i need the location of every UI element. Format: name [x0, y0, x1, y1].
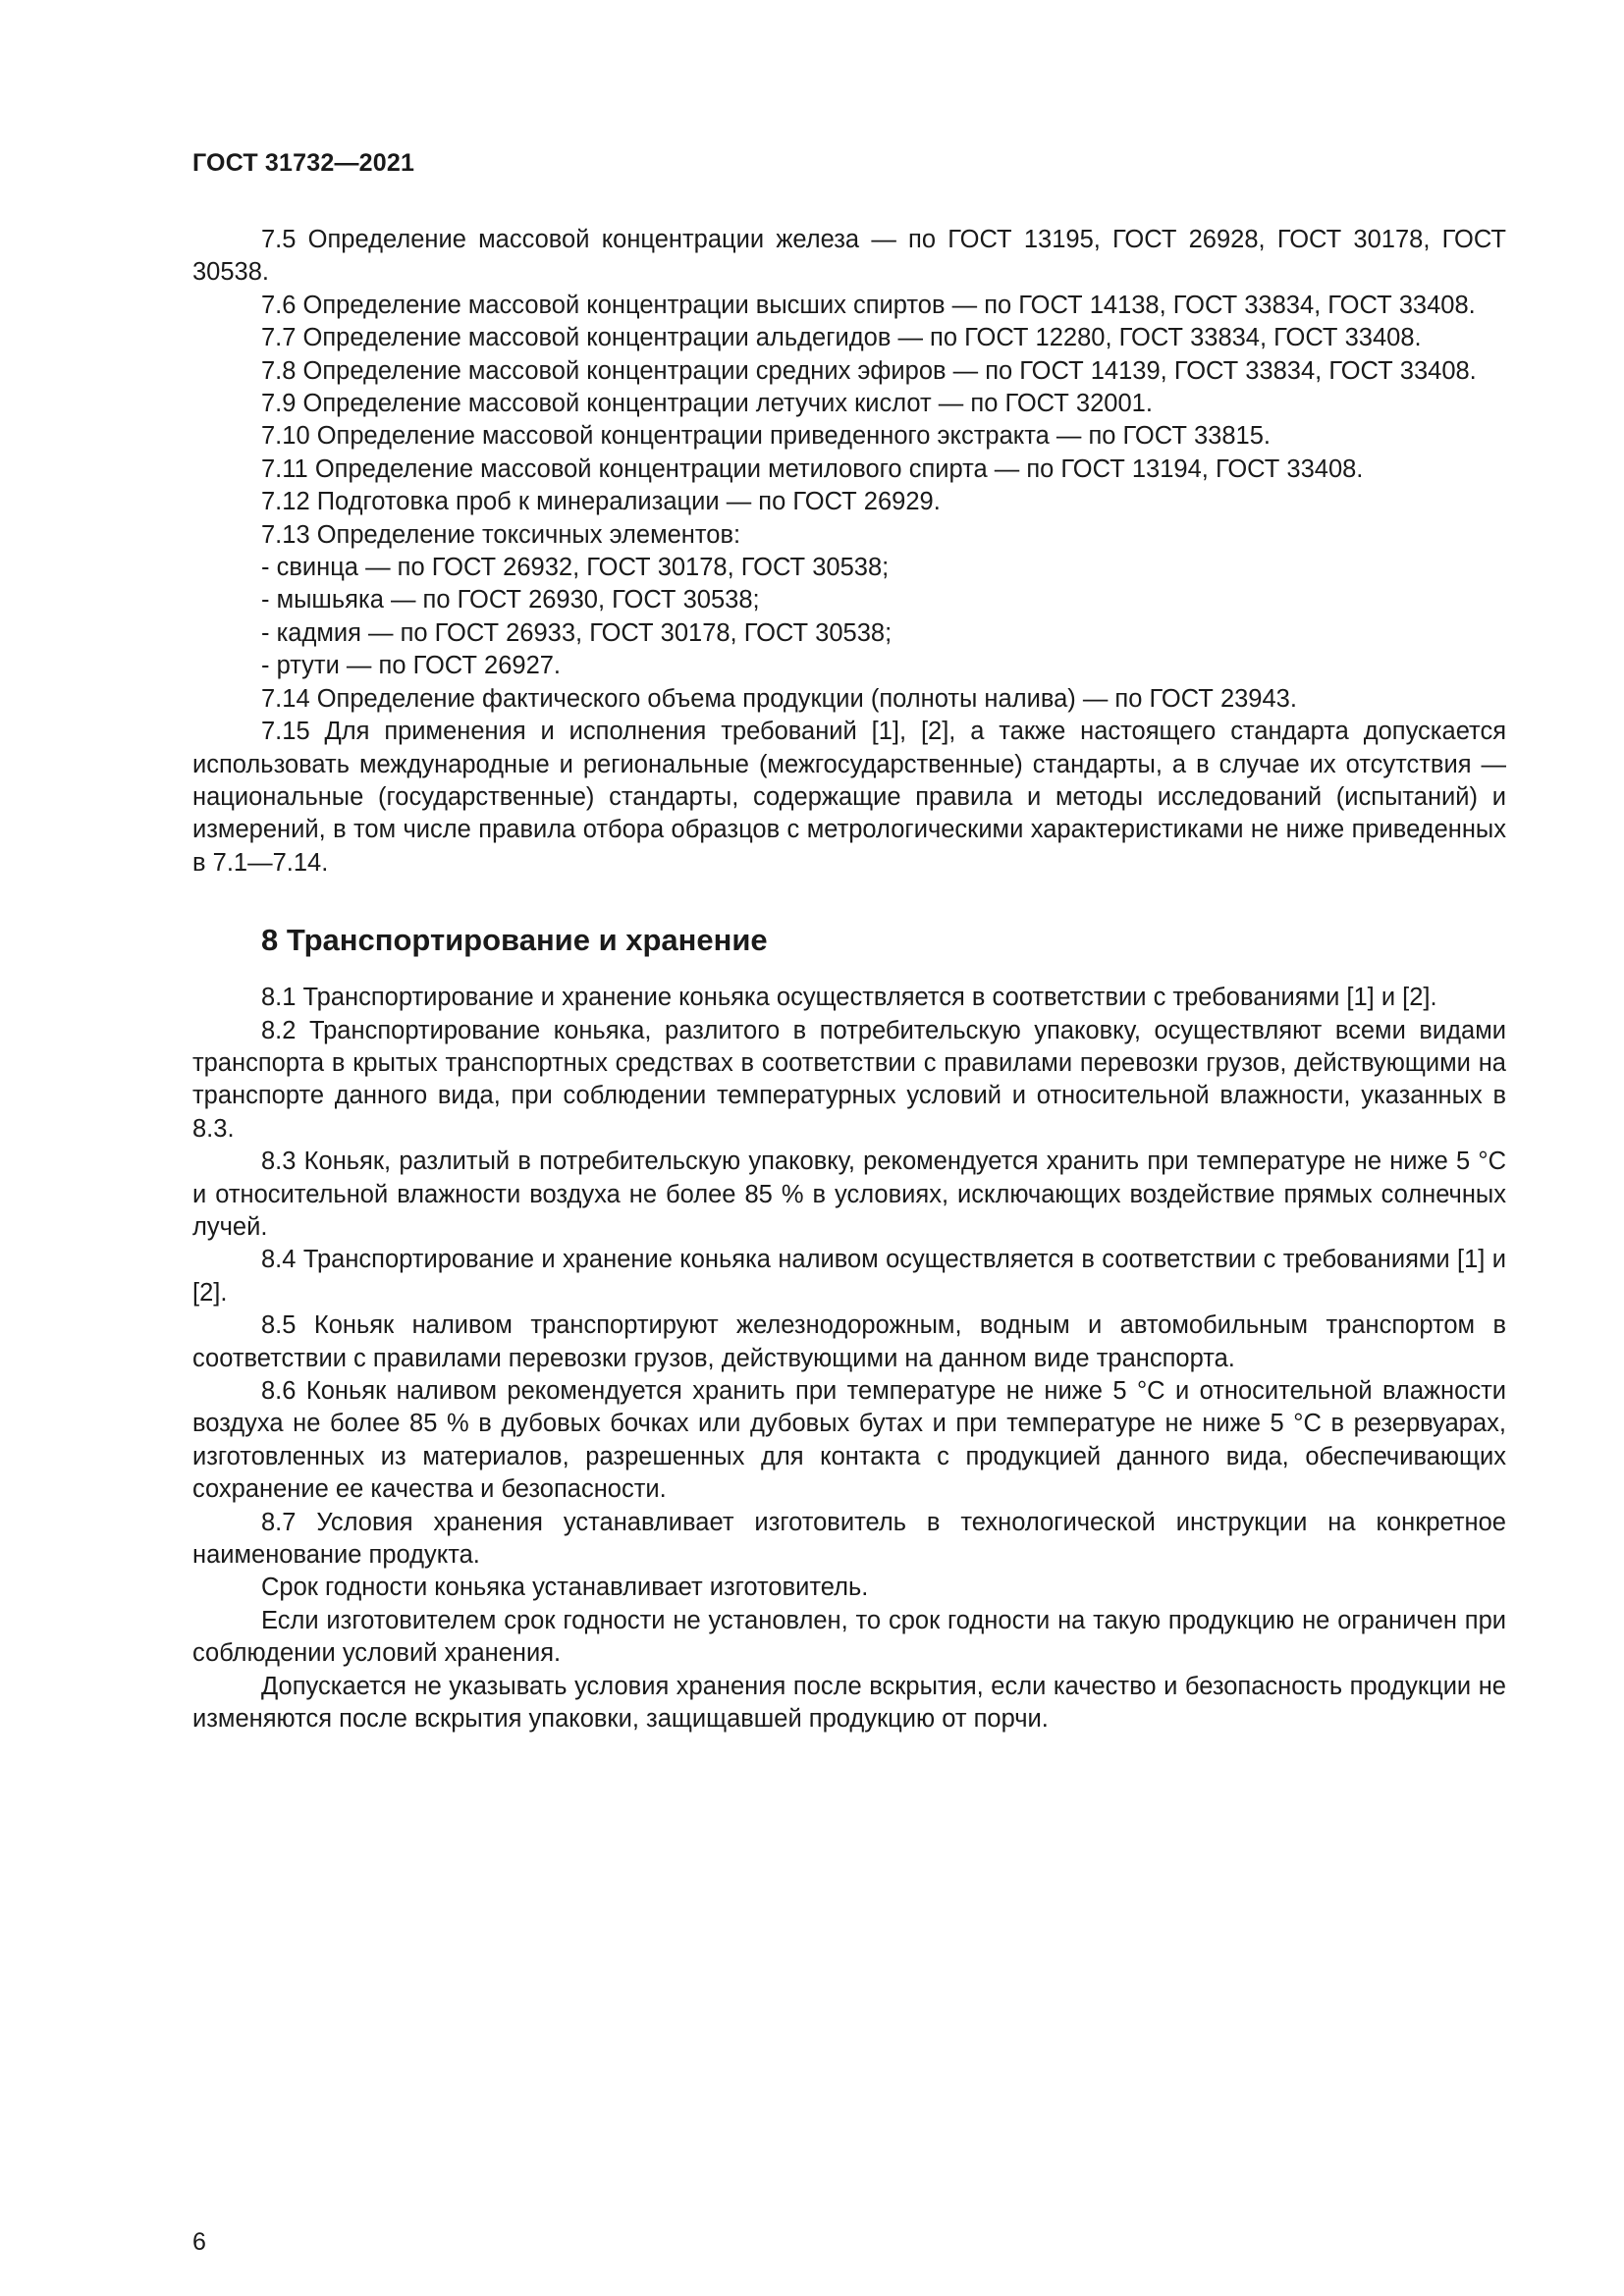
paragraph-8-2: 8.2 Транспортирование коньяка, разлитого в потребительскую упаковку, осуществляют всеми видами транспорта в крытых транспортных средствах в соответствии с правилами перевозки грузов, действующими на транспорте данного вида, при соблюдении температурных условий и относительной влажности, указанных в 8.3.	[192, 1016, 1506, 1143]
list-item-arsenic: - мышьяка — по ГОСТ 26930, ГОСТ 30538;	[261, 586, 760, 614]
list-item-cadmium: - кадмия — по ГОСТ 26933, ГОСТ 30178, ГОСТ 30538;	[261, 618, 893, 647]
paragraph-7-14: 7.14 Определение фактического объема продукции (полноты налива) — по ГОСТ 23943.	[261, 684, 1297, 713]
paragraph-8-7: 8.7 Условия хранения устанавливает изготовитель в технологической инструкции на конкретное наименование продукта.	[192, 1508, 1506, 1570]
paragraph-8-3: 8.3 Коньяк, разлитый в потребительскую упаковку, рекомендуется хранить при температуре не ниже 5 °С и относительной влажности воздуха не более 85 % в условиях, исключающих воздействие прямых солнечных лучей.	[192, 1148, 1506, 1241]
paragraph-7-8: 7.8 Определение массовой концентрации средних эфиров — по ГОСТ 14139, ГОСТ 33834, ГОСТ 33408.	[261, 356, 1477, 385]
paragraph-shelf-life: Срок годности коньяка устанавливает изготовитель.	[261, 1574, 869, 1602]
paragraph-after-opening: Допускается не указывать условия хранения после вскрытия, если качество и безопасность продукции не изменяются после вскрытия упаковки, защищавшей продукцию от порчи.	[192, 1672, 1506, 1734]
paragraph-8-6: 8.6 Коньяк наливом рекомендуется хранить при температуре не ниже 5 °С и относительной влажности воздуха не более 85 % в дубовых бочках или дубовых бутах и при температуре не ниже 5 °С в резервуарах, изготовленных из материалов, разрешенных для контакта с продукцией данного вида, обеспечивающих сохранение ее качества и безопасности.	[192, 1377, 1506, 1504]
paragraph-8-4: 8.4 Транспортирование и хранение коньяка наливом осуществляется в соответствии с требованиями [1] и [2].	[192, 1246, 1506, 1307]
list-item-mercury: - ртути — по ГОСТ 26927.	[261, 652, 562, 680]
paragraph-7-10: 7.10 Определение массовой концентрации приведенного экстракта — по ГОСТ 33815.	[261, 422, 1271, 451]
page-content	[192, 224, 1506, 1735]
paragraph-7-6: 7.6 Определение массовой концентрации высших спиртов — по ГОСТ 14138, ГОСТ 33834, ГОСТ 33408.	[261, 291, 1476, 319]
paragraph-7-13: 7.13 Определение токсичных элементов:	[261, 520, 741, 549]
list-item-lead: - свинца — по ГОСТ 26932, ГОСТ 30178, ГОСТ 30538;	[261, 554, 890, 582]
document-header: ГОСТ 31732—2021	[192, 149, 415, 177]
page-number: 6	[192, 2228, 206, 2256]
paragraph-7-15: 7.15 Для применения и исполнения требований [1], [2], а также настоящего стандарта допускается использовать международные и региональные (межгосударственные) стандарты, а в случае их отсутствия — национальные (государственные) стандарты, содержащие правила и методы исследований (испытаний) и измерений, в том числе правила отбора образцов с метрологическими характеристиками не ниже приведенных в 7.1—7.14.	[192, 718, 1506, 877]
paragraph-8-5: 8.5 Коньяк наливом транспортируют железнодорожным, водным и автомобильным транспортом в соответствии с правилами перевозки грузов, действующими на данном виде транспорта.	[192, 1311, 1506, 1372]
paragraph-7-7: 7.7 Определение массовой концентрации альдегидов — по ГОСТ 12280, ГОСТ 33834, ГОСТ 33408.	[261, 324, 1422, 352]
paragraph-shelf-life-unset: Если изготовителем срок годности не установлен, то срок годности на такую продукцию не ограничен при соблюдении условий хранения.	[192, 1606, 1506, 1668]
section-8-heading: 8 Транспортирование и хранение	[261, 923, 768, 958]
paragraph-7-11: 7.11 Определение массовой концентрации метилового спирта — по ГОСТ 13194, ГОСТ 33408.	[261, 454, 1364, 483]
paragraph-7-12: 7.12 Подготовка проб к минерализации — по ГОСТ 26929.	[261, 488, 941, 516]
paragraph-7-5: 7.5 Определение массовой концентрации железа — по ГОСТ 13195, ГОСТ 26928, ГОСТ 30178, ГОСТ 30538.	[192, 226, 1506, 287]
paragraph-7-9: 7.9 Определение массовой концентрации летучих кислот — по ГОСТ 32001.	[261, 390, 1153, 418]
paragraph-8-1: 8.1 Транспортирование и хранение коньяка осуществляется в соответствии с требованиями [1] и [2].	[261, 984, 1437, 1012]
